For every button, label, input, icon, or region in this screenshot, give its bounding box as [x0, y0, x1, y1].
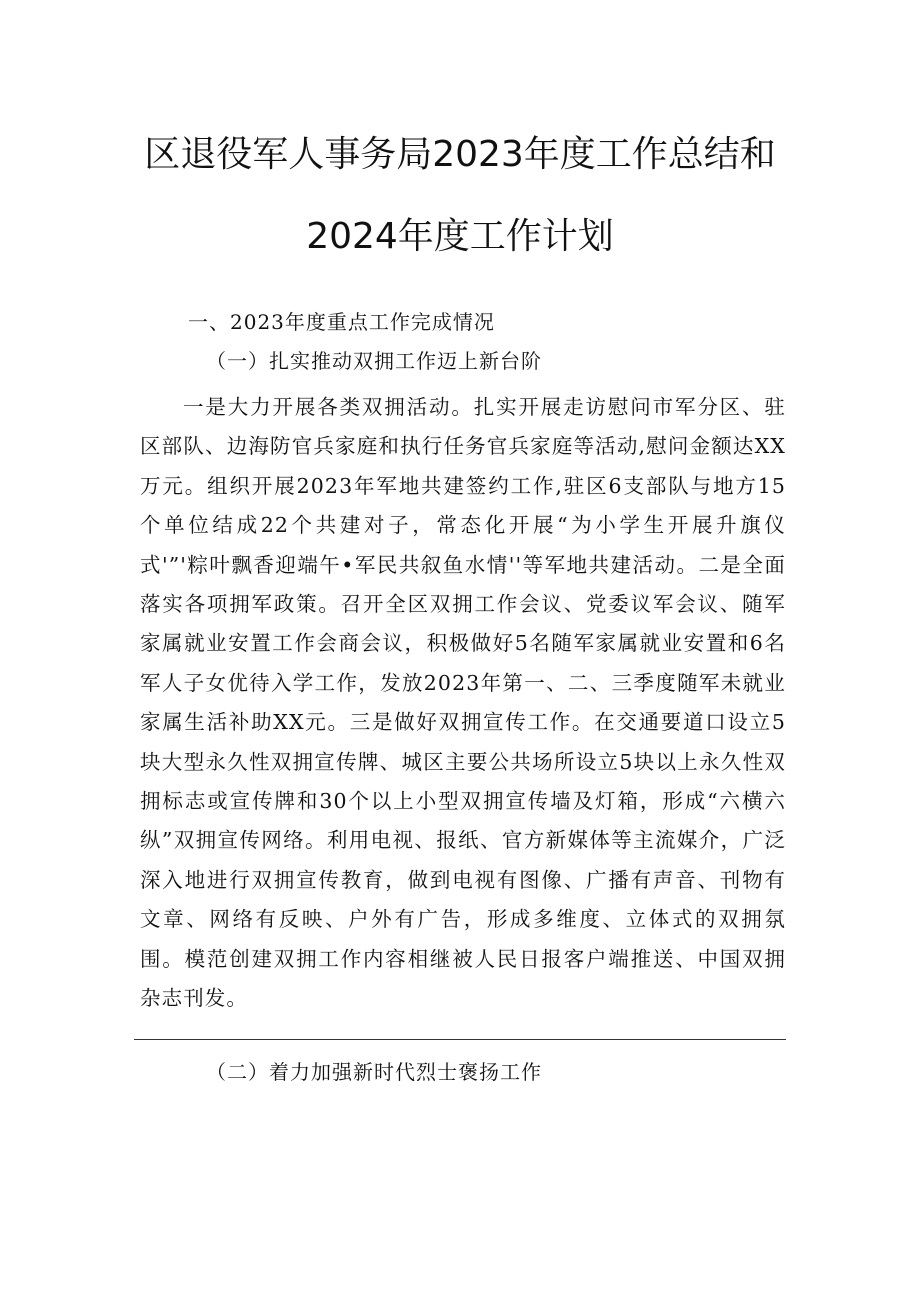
- section-1-heading: 一、2023年度重点工作完成情况: [188, 310, 495, 334]
- page-divider: [134, 1039, 786, 1040]
- subsection-1-body: 一是大力开展各类双拥活动。扎实开展走访慰问市军分区、驻区部队、边海防官兵家庭和执行任务官兵家庭等活动,慰问金额达XX万元。组织开展2023年军地共建签约工作,驻区6支部队与地方15个单位结成22个共建对子，常态化开展“为小学生开展升旗仪式'”'粽叶飘香迎端午•军民共叙鱼水情''等军地共建活动。二是全面落实各项拥军政策。召开全区双拥工作会议、党委议军会议、随军家属就业安置工作会商会议，积极做好5名随军家属就业安置和6名军人子女优待入学工作，发放2023年第一、二、三季度随军未就业家属生活补助XX元。三是做好双拥宣传工作。在交通要道口设立5块大型永久性双拥宣传牌、城区主要公共场所设立5块以上永久性双拥标志或宣传牌和30个以上小型双拥宣传墙及灯箱，形成“六横六纵”双拥宣传网络。利用电视、报纸、官方新媒体等主流媒介，广泛深入地进行双拥宣传教育，做到电视有图像、广播有声音、刊物有文章、网络有反映、户外有广告，形成多维度、立体式的双拥氛围。模范创建双拥工作内容相继被人民日报客户端推送、中国双拥杂志刊发。: [140, 395, 786, 1011]
- subsection-2-heading: （二）着力加强新时代烈士褒扬工作: [206, 1060, 542, 1084]
- document-title-line-1: 区退役军人事务局2023年度工作总结和: [144, 134, 776, 175]
- subsection-1-heading: （一）扎实推动双拥工作迈上新台阶: [206, 349, 542, 373]
- document-title-line-2: 2024年度工作计划: [306, 216, 614, 257]
